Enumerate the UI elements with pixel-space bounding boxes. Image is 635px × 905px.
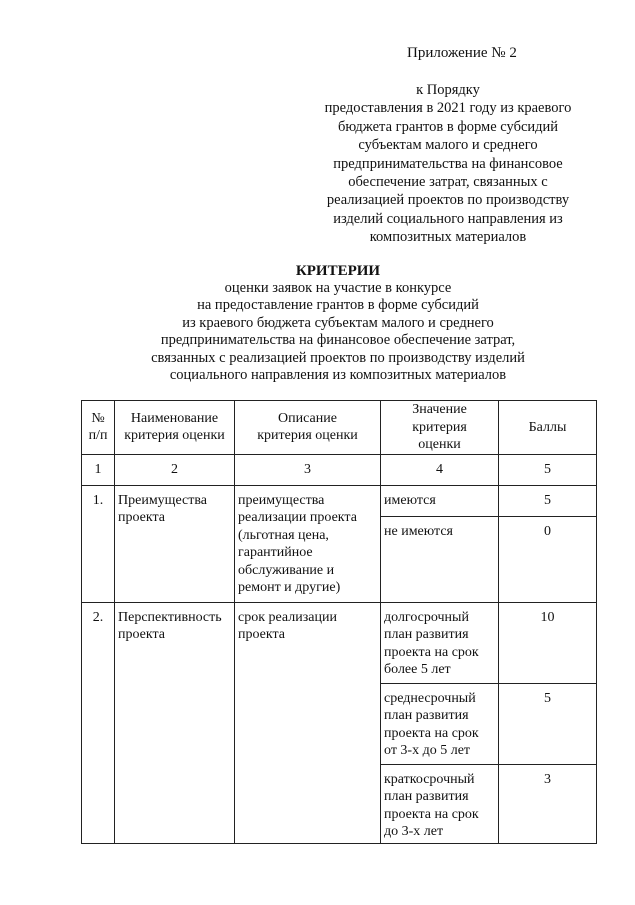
appendix-reference-line: предоставления в 2021 году из краевого [324, 100, 572, 117]
criteria-heading: КРИТЕРИИ [295, 263, 381, 279]
criterion-score: 0 [499, 516, 597, 602]
header-name [115, 401, 235, 455]
criterion-score: 5 [499, 485, 597, 516]
criterion-name: Преимущества проекта [115, 485, 235, 602]
column-number: 3 [235, 454, 381, 485]
header-num [82, 401, 115, 455]
criteria-subtitle-line: оценки заявок на участие в конкурсе [224, 280, 452, 296]
appendix-reference [318, 81, 578, 247]
header-score [499, 401, 597, 455]
appendix-reference-line: бюджета грантов в форме субсидий [337, 118, 559, 135]
row-number: 2. [82, 602, 115, 843]
header-value [381, 401, 499, 455]
row-number: 1. [82, 485, 115, 602]
criterion-value: имеются [381, 485, 499, 516]
criterion-value: не имеются [381, 516, 499, 602]
column-number: 5 [499, 454, 597, 485]
header-value-label: Значение критерия оценки [412, 402, 467, 452]
criterion-score: 5 [499, 683, 597, 764]
appendix-reference-line: изделий социального направления из [333, 210, 563, 227]
criterion-score: 10 [499, 602, 597, 683]
criteria-subtitle-line: предпринимательства на финансовое обеспечение затрат, [160, 332, 516, 349]
column-number: 4 [381, 454, 499, 485]
criteria-table [81, 400, 597, 844]
column-number-row [82, 454, 597, 485]
appendix-title: Приложение № 2 [407, 45, 517, 61]
criteria-subtitle-line: социального направления из композитных материалов [169, 367, 507, 384]
appendix-reference-line: предпринимательства на финансовое [333, 155, 563, 172]
criteria-subtitle-line: на предоставление грантов в форме субсидий [197, 297, 479, 314]
criteria-subtitle [80, 280, 596, 384]
table-row [82, 485, 597, 516]
criterion-value: среднесрочный план развития проекта на срок от 3-х до 5 лет [381, 683, 499, 764]
criterion-value: краткосрочный план развития проекта на срок до 3-х лет [381, 764, 499, 843]
header-description [235, 401, 381, 455]
table-row [82, 602, 597, 683]
header-score-label: Баллы [528, 419, 567, 435]
header-name-label: Наименование критерия оценки [124, 410, 225, 444]
appendix-reference-line: обеспечение затрат, связанных с [348, 174, 548, 191]
appendix-reference-line: к Порядку [416, 82, 480, 98]
criteria-subtitle-line: связанных с реализацией проектов по производству изделий [151, 349, 525, 366]
appendix-reference-line: субъектам малого и среднего [358, 137, 538, 154]
criterion-name: Перспективность проекта [115, 602, 235, 843]
criterion-value: долгосрочный план развития проекта на срок более 5 лет [381, 602, 499, 683]
criteria-subtitle-line: из краевого бюджета субъектам малого и среднего [182, 314, 494, 331]
column-number: 2 [115, 454, 235, 485]
header-num-label: № п/п [88, 410, 108, 444]
table-header-row [82, 401, 597, 455]
criterion-description: преимущества реализации проекта (льготная цена, гарантийное обслуживание и ремонт и другие) [235, 485, 381, 602]
header-description-label: Описание критерия оценки [257, 410, 358, 444]
column-number: 1 [82, 454, 115, 485]
criterion-description: срок реализации проекта [235, 602, 381, 843]
criterion-score: 3 [499, 764, 597, 843]
appendix-reference-line: композитных материалов [369, 229, 527, 246]
appendix-reference-line: реализацией проектов по производству [326, 192, 570, 209]
